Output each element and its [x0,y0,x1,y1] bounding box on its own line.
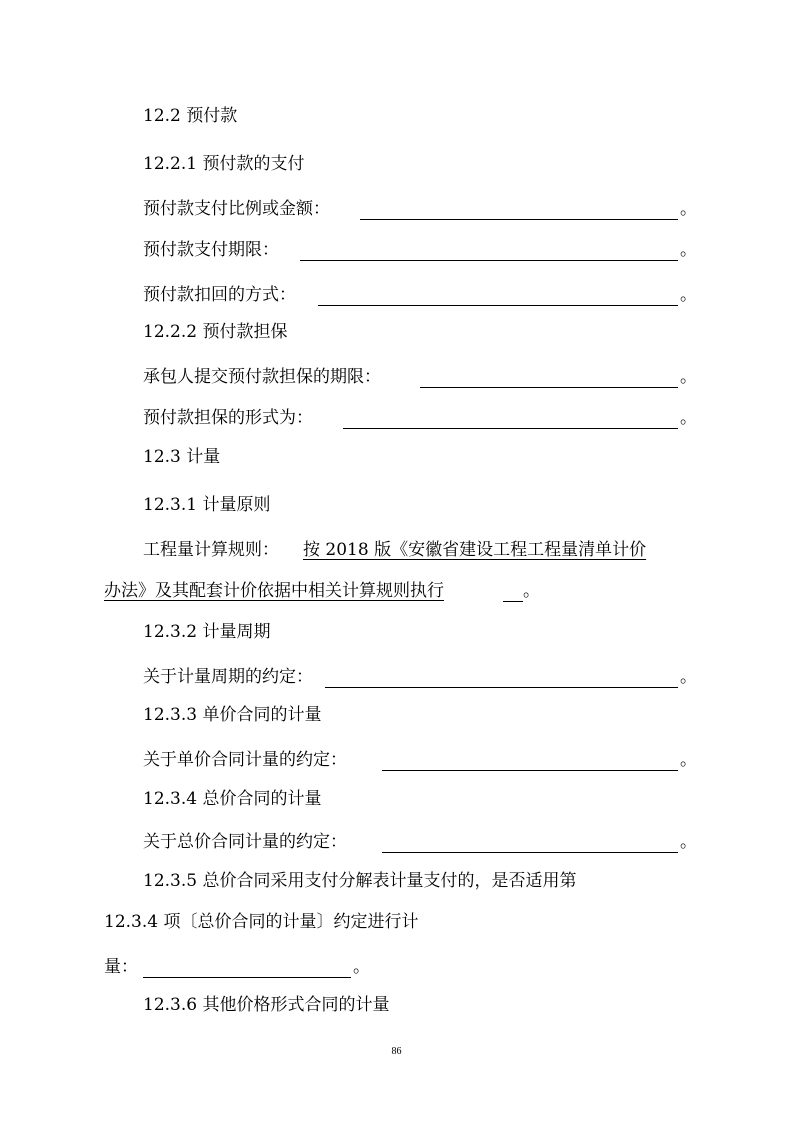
guarantee-form-blank[interactable] [343,402,678,429]
full-stop: 。 [680,832,697,852]
paragraph-12-3-5-line-2: 12.3.4 项〔总价合同的计量〕约定进行计 [104,912,419,932]
field-label-unit-price-measurement: 关于单价合同计量的约定： [143,750,347,770]
field-label-advance-ratio: 预付款支付比例或金额： [143,199,330,219]
section-heading-12-3: 12.3 计量 [143,447,221,467]
section-heading-12-2-1: 12.2.1 预付款的支付 [143,154,305,174]
section-heading-12-3-4: 12.3.4 总价合同的计量 [143,789,322,809]
advance-deduction-blank[interactable] [318,279,678,306]
field-label-guarantee-form: 预付款担保的形式为： [143,408,313,428]
section-heading-12-2: 12.2 预付款 [143,106,238,126]
applicability-blank[interactable] [143,951,351,978]
page-number: 86 [391,1046,402,1057]
full-stop: 。 [680,408,697,428]
full-stop: 。 [680,750,697,770]
field-label-measurement-rule: 工程量计算规则： [143,540,279,560]
section-heading-12-3-6: 12.3.6 其他价格形式合同的计量 [143,995,390,1015]
full-stop: 。 [353,957,370,977]
advance-term-blank[interactable] [300,234,678,261]
full-stop: 。 [680,367,697,387]
measurement-rule-value-line-2: 办法》及其配套计价依据中相关计算规则执行 [104,581,444,601]
section-heading-12-3-2: 12.3.2 计量周期 [143,622,271,642]
full-stop: 。 [523,581,540,601]
field-label-applicability: 量： [104,957,138,977]
measurement-rule-trailing-blank [503,575,523,602]
field-label-advance-term: 预付款支付期限： [143,240,279,260]
lump-sum-measurement-blank[interactable] [382,826,678,853]
paragraph-12-3-5-line-1: 12.3.5 总价合同采用支付分解表计量支付的，是否适用第 [143,871,577,891]
field-label-advance-deduction: 预付款扣回的方式： [143,285,296,305]
advance-ratio-blank[interactable] [360,193,678,220]
section-heading-12-3-3: 12.3.3 单价合同的计量 [143,705,322,725]
measurement-rule-value-line-1: 按 2018 版《安徽省建设工程工程量清单计价 [303,540,647,560]
field-label-measurement-period: 关于计量周期的约定： [143,667,313,687]
full-stop: 。 [680,667,697,687]
full-stop: 。 [680,199,697,219]
section-heading-12-3-1: 12.3.1 计量原则 [143,495,271,515]
field-label-lump-sum-measurement: 关于总价合同计量的约定： [143,832,347,852]
section-heading-12-2-2: 12.2.2 预付款担保 [143,322,288,342]
full-stop: 。 [680,285,697,305]
unit-price-measurement-blank[interactable] [382,744,678,771]
guarantee-term-blank[interactable] [420,361,678,388]
field-label-guarantee-term: 承包人提交预付款担保的期限： [143,367,381,387]
full-stop: 。 [680,240,697,260]
measurement-period-blank[interactable] [325,661,678,688]
